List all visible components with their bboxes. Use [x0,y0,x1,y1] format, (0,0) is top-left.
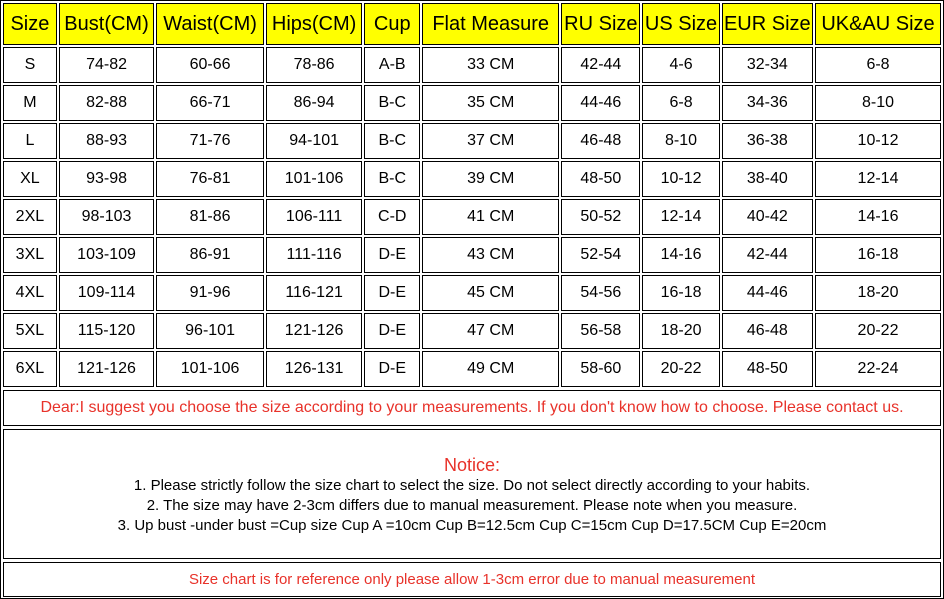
cell-uk-au-size: 10-12 [815,123,941,159]
header-waist: Waist(CM) [156,3,264,45]
cell-ru-size: 56-58 [561,313,640,349]
cell-eur-size: 48-50 [722,351,813,387]
cell-bust: 121-126 [59,351,154,387]
cell-hips: 121-126 [266,313,362,349]
header-cup: Cup [364,3,420,45]
cell-eur-size: 38-40 [722,161,813,197]
cell-eur-size: 36-38 [722,123,813,159]
cell-cup: D-E [364,351,420,387]
cell-ru-size: 48-50 [561,161,640,197]
cell-flat-measure: 47 CM [422,313,559,349]
cell-size: S [3,47,57,83]
cell-ru-size: 42-44 [561,47,640,83]
header-hips: Hips(CM) [266,3,362,45]
reference-note: Size chart is for reference only please allow 1-3cm error due to manual measurement [3,562,941,597]
cell-size: 3XL [3,237,57,273]
dear-message: Dear:I suggest you choose the size according to your measurements. If you don't know how to choose. Please contact us. [3,390,941,426]
cell-ru-size: 58-60 [561,351,640,387]
cell-uk-au-size: 16-18 [815,237,941,273]
cell-flat-measure: 35 CM [422,85,559,121]
cell-hips: 106-111 [266,199,362,235]
cell-us-size: 4-6 [642,47,719,83]
cell-ru-size: 46-48 [561,123,640,159]
cell-ru-size: 52-54 [561,237,640,273]
cell-ru-size: 50-52 [561,199,640,235]
table-header-row [3,3,941,45]
cell-hips: 116-121 [266,275,362,311]
cell-uk-au-size: 6-8 [815,47,941,83]
cell-size: 4XL [3,275,57,311]
cell-us-size: 8-10 [642,123,719,159]
table-row [3,199,941,235]
cell-size: 5XL [3,313,57,349]
cell-waist: 76-81 [156,161,264,197]
cell-size: M [3,85,57,121]
cell-uk-au-size: 12-14 [815,161,941,197]
cell-bust: 82-88 [59,85,154,121]
cell-us-size: 6-8 [642,85,719,121]
cell-flat-measure: 43 CM [422,237,559,273]
cell-bust: 115-120 [59,313,154,349]
header-us-size: US Size [642,3,719,45]
table-row [3,123,941,159]
cell-cup: A-B [364,47,420,83]
cell-eur-size: 40-42 [722,199,813,235]
cell-bust: 74-82 [59,47,154,83]
cell-size: L [3,123,57,159]
cell-us-size: 12-14 [642,199,719,235]
cell-waist: 66-71 [156,85,264,121]
size-table-body [3,47,941,387]
table-row [3,313,941,349]
cell-flat-measure: 41 CM [422,199,559,235]
cell-flat-measure: 33 CM [422,47,559,83]
cell-eur-size: 46-48 [722,313,813,349]
table-row [3,161,941,197]
header-flat-measure: Flat Measure [422,3,559,45]
cell-eur-size: 32-34 [722,47,813,83]
cell-waist: 60-66 [156,47,264,83]
header-ru-size: RU Size [561,3,640,45]
cell-hips: 86-94 [266,85,362,121]
cell-us-size: 10-12 [642,161,719,197]
cell-bust: 103-109 [59,237,154,273]
cell-size: XL [3,161,57,197]
cell-hips: 126-131 [266,351,362,387]
cell-flat-measure: 39 CM [422,161,559,197]
cell-bust: 88-93 [59,123,154,159]
cell-uk-au-size: 18-20 [815,275,941,311]
cell-uk-au-size: 22-24 [815,351,941,387]
cell-cup: C-D [364,199,420,235]
cell-cup: D-E [364,275,420,311]
table-row [3,47,941,83]
cell-uk-au-size: 14-16 [815,199,941,235]
table-row [3,275,941,311]
cell-size: 2XL [3,199,57,235]
cell-waist: 96-101 [156,313,264,349]
cell-eur-size: 34-36 [722,85,813,121]
cell-hips: 78-86 [266,47,362,83]
cell-us-size: 20-22 [642,351,719,387]
cell-size: 6XL [3,351,57,387]
table-row [3,351,941,387]
notice-title: Notice: [443,455,501,475]
cell-waist: 101-106 [156,351,264,387]
cell-bust: 98-103 [59,199,154,235]
cell-us-size: 16-18 [642,275,719,311]
header-eur-size: EUR Size [722,3,813,45]
cell-waist: 81-86 [156,199,264,235]
notice-line-1: 1. Please strictly follow the size chart to select the size. Do not select directly according to your habits. [133,477,811,494]
notice-line-3: 3. Up bust -under bust =Cup size Cup A =10cm Cup B=12.5cm Cup C=15cm Cup D=17.5CM Cup E=20cm [117,517,827,534]
cell-cup: D-E [364,237,420,273]
cell-uk-au-size: 8-10 [815,85,941,121]
cell-hips: 111-116 [266,237,362,273]
cell-cup: D-E [364,313,420,349]
notice-box [3,429,941,559]
header-bust: Bust(CM) [59,3,154,45]
cell-us-size: 14-16 [642,237,719,273]
cell-hips: 101-106 [266,161,362,197]
cell-ru-size: 54-56 [561,275,640,311]
cell-ru-size: 44-46 [561,85,640,121]
header-size: Size [3,3,57,45]
cell-us-size: 18-20 [642,313,719,349]
cell-waist: 91-96 [156,275,264,311]
size-table [1,1,943,389]
cell-cup: B-C [364,85,420,121]
cell-eur-size: 42-44 [722,237,813,273]
cell-waist: 71-76 [156,123,264,159]
cell-cup: B-C [364,161,420,197]
table-row [3,237,941,273]
cell-waist: 86-91 [156,237,264,273]
cell-uk-au-size: 20-22 [815,313,941,349]
cell-cup: B-C [364,123,420,159]
cell-eur-size: 44-46 [722,275,813,311]
cell-bust: 109-114 [59,275,154,311]
cell-flat-measure: 49 CM [422,351,559,387]
notice-line-2: 2. The size may have 2-3cm differs due to manual measurement. Please note when you measure. [146,497,798,514]
cell-bust: 93-98 [59,161,154,197]
cell-flat-measure: 45 CM [422,275,559,311]
header-uk-au-size: UK&AU Size [815,3,941,45]
cell-hips: 94-101 [266,123,362,159]
cell-flat-measure: 37 CM [422,123,559,159]
table-row [3,85,941,121]
